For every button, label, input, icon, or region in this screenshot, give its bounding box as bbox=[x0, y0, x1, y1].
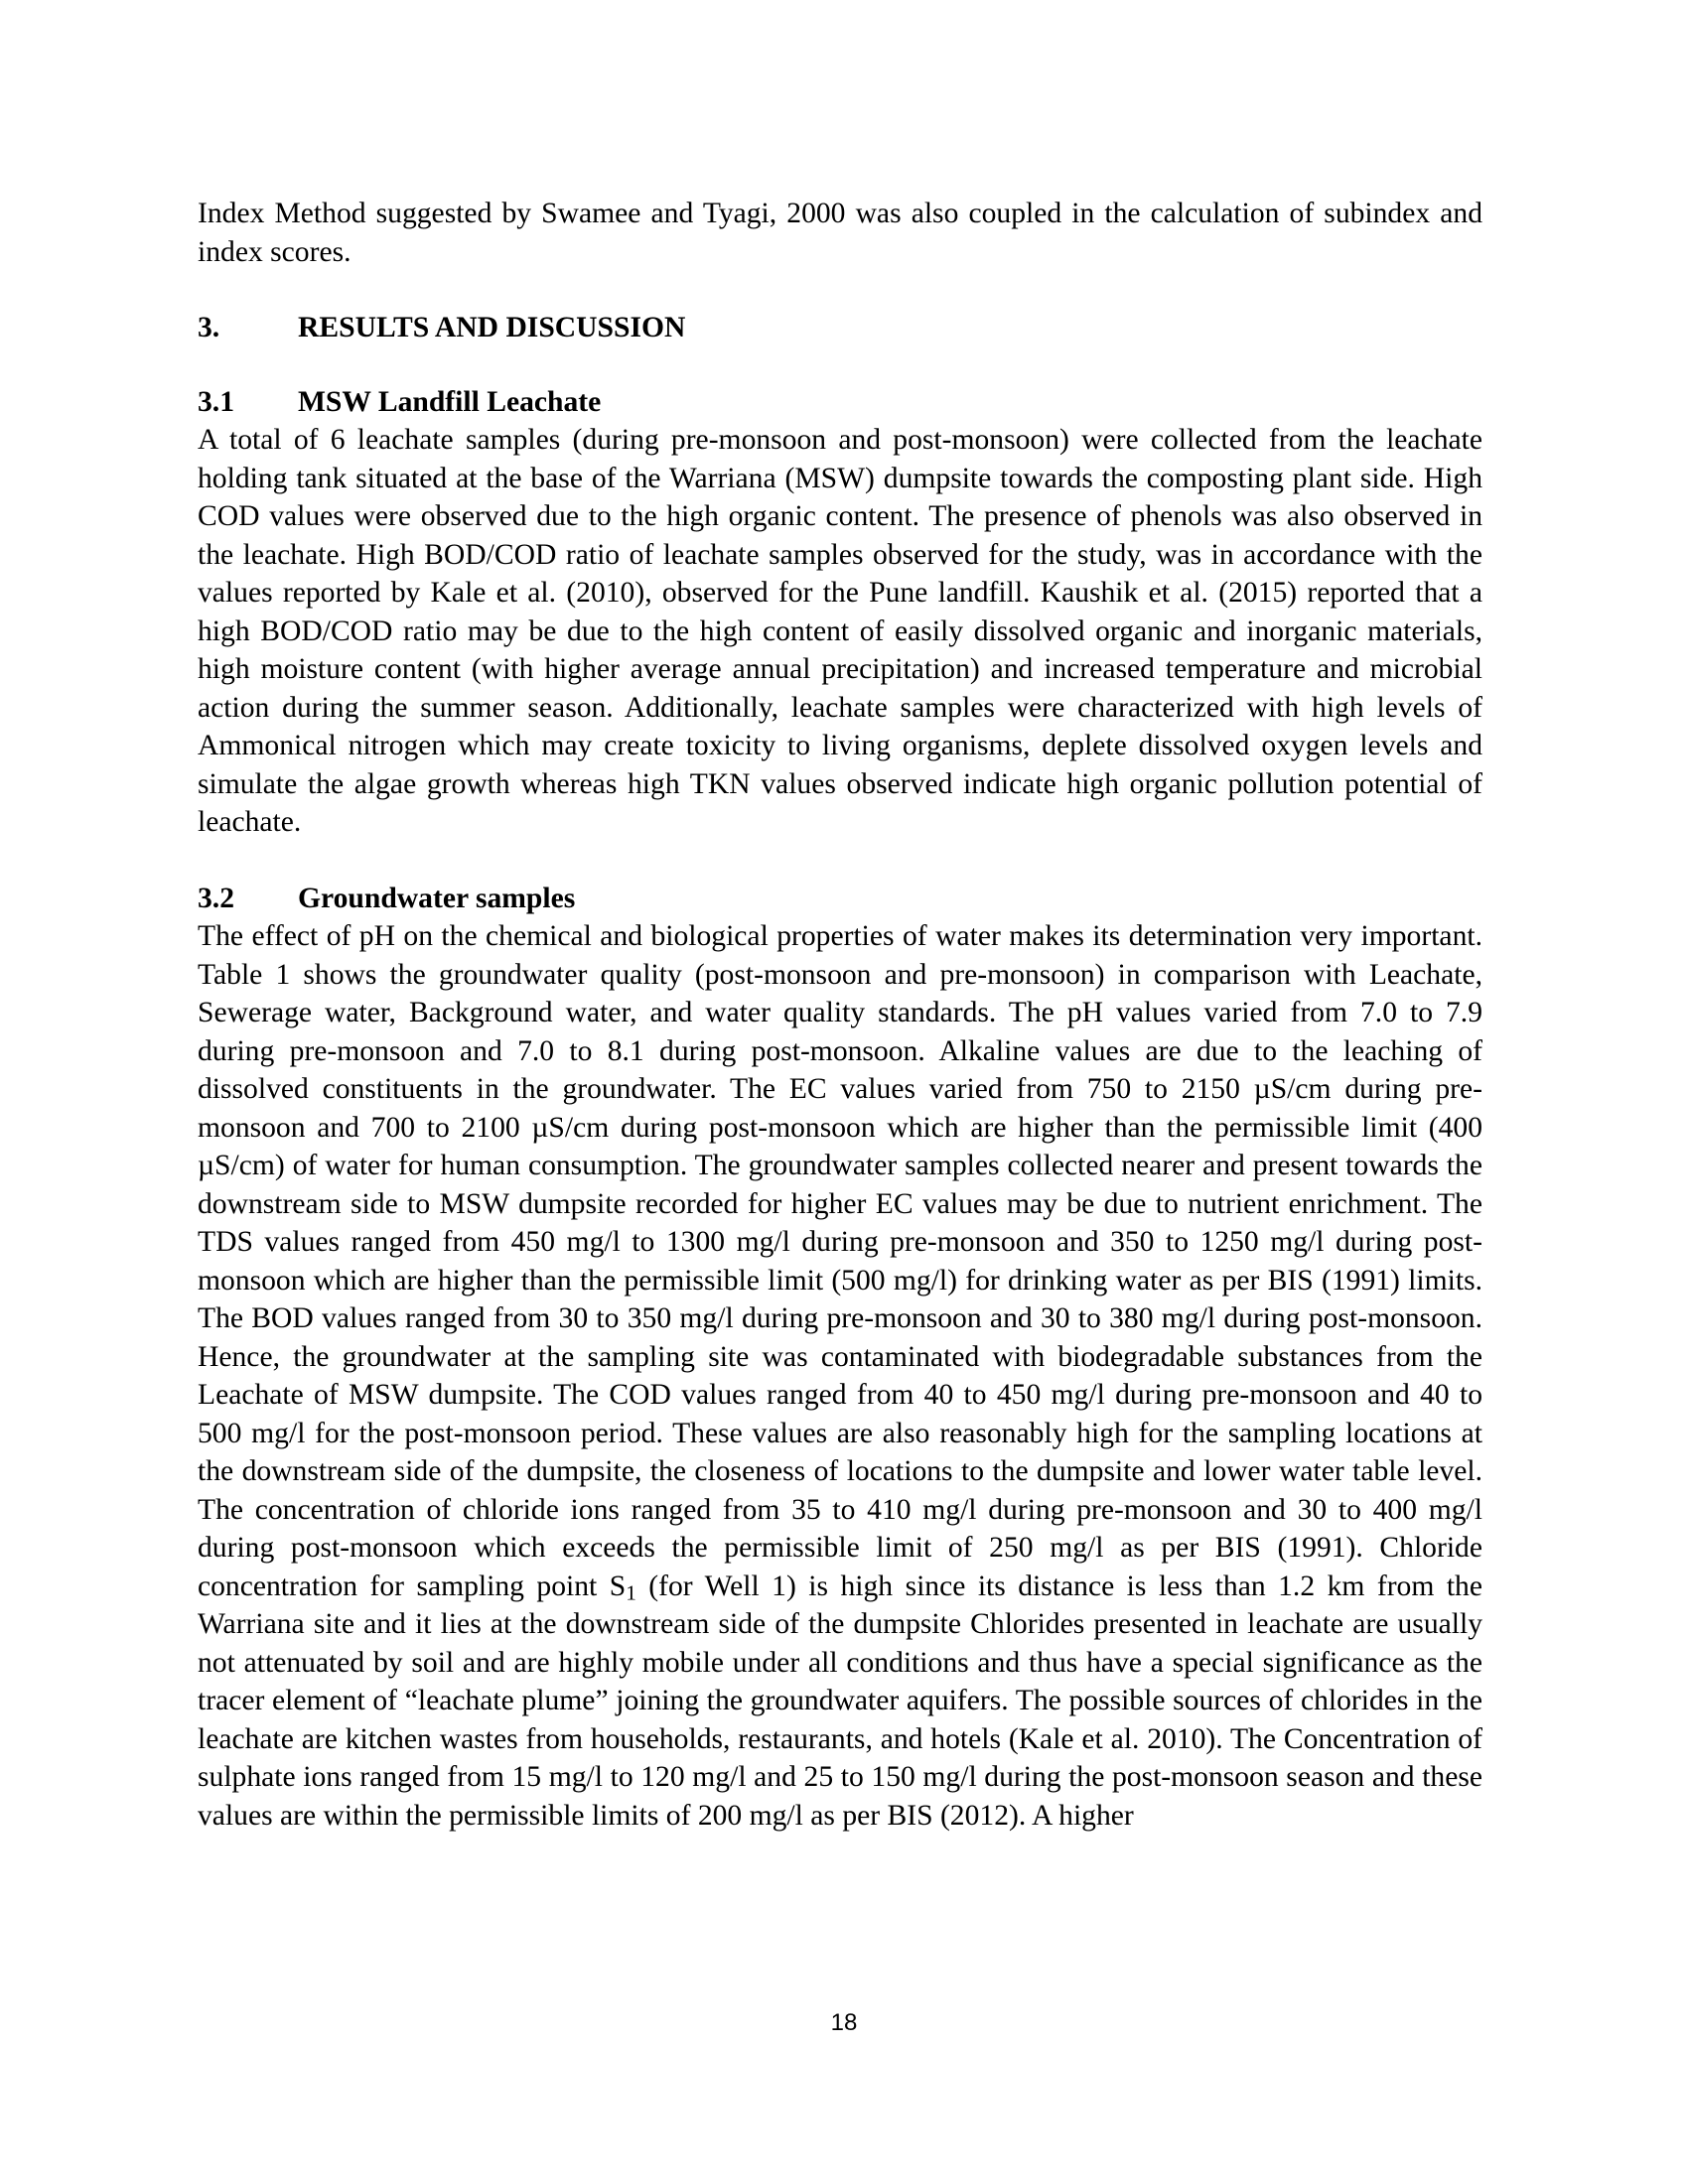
subscript: 1 bbox=[626, 1579, 636, 1604]
subsection-heading-groundwater bbox=[198, 880, 1482, 918]
section-number: 3. bbox=[198, 312, 220, 343]
intro-paragraph: Index Method suggested by Swamee and Tyagi, 2000 was also coupled in the calculation of subindex and index scores. bbox=[198, 198, 1482, 268]
spacer bbox=[198, 842, 1482, 880]
groundwater-text-part1: The effect of pH on the chemical and biological properties of water makes its determination very important. Table 1 shows the groundwater quality (post-monsoon and pre-monsoon) in comparison with Leachate, Sewerage water, Background water, and water quality standards. The pH values varied from 7.0 to 7.9 during pre-monsoon and 7.0 to 8.1 during post-monsoon. Alkaline values are due to the leaching of dissolved constituents in the groundwater. The EC values varied from 750 to 2150 µS/cm during pre-monsoon and 700 to 2100 µS/cm during post-monsoon which are higher than the permissible limit (400 µS/cm) of water for human consumption. The groundwater samples collected nearer and present towards the downstream side to MSW dumpsite recorded for higher EC values may be due to nutrient enrichment. The TDS values ranged from 450 mg/l to 1300 mg/l during pre-monsoon and 350 to 1250 mg/l during post-monsoon which are higher than the permissible limit (500 mg/l) for drinking water as per BIS (1991) limits. The BOD values ranged from 30 to 350 mg/l during pre-monsoon and 30 to 380 mg/l during post-monsoon. Hence, the groundwater at the sampling site was contaminated with biodegradable substances from the Leachate of MSW dumpsite. The COD values ranged from 40 to 450 mg/l during pre-monsoon and 40 to 500 mg/l for the post-monsoon period. These values are also reasonably high for the sampling locations at the downstream side of the dumpsite, the closeness of locations to the dumpsite and lower water table level. The concentration of chloride ions ranged from 35 to 410 mg/l during pre-monsoon and 30 to 400 mg/l during post-monsoon which exceeds the permissible limit of 250 mg/l as per BIS (1991). Chloride concentration for sampling point S bbox=[198, 920, 1482, 1602]
subsection-title: Groundwater samples bbox=[298, 882, 576, 914]
spacer bbox=[198, 347, 1482, 383]
page-content bbox=[198, 195, 1482, 1835]
subsection-number: 3.2 bbox=[198, 882, 234, 914]
subsection-number: 3.1 bbox=[198, 385, 234, 418]
groundwater-text-part2: (for Well 1) is high since its distance is less than 1.2 km from the Warriana site and it lies at the downstream side of the dumpsite Chlorides presented in leachate are usually not attenuated by soil and are highly mobile under all conditions and thus have a special significance as the tracer element of “leachate plume” joining the groundwater aquifers. The possible sources of chlorides in the leachate are kitchen wastes from households, restaurants, and hotels (Kale et al. 2010). The Concentration of sulphate ions ranged from 15 mg/l to 120 mg/l and 25 to 150 mg/l during the post-monsoon season and these values are within the permissible limits of 200 mg/l as per BIS (2012). A higher bbox=[198, 1570, 1482, 1832]
leachate-paragraph: A total of 6 leachate samples (during pre-monsoon and post-monsoon) were collected from the leachate holding tank situated at the base of the Warriana (MSW) dumpsite towards the composting plant side. High COD values were observed due to the high organic content. The presence of phenols was also observed in the leachate. High BOD/COD ratio of leachate samples observed for the study, was in accordance with the values reported by Kale et al. (2010), observed for the Pune landfill. Kaushik et al. (2015) reported that a high BOD/COD ratio may be due to the high content of easily dissolved organic and inorganic materials, high moisture content (with higher average annual precipitation) and increased temperature and microbial action during the summer season. Additionally, leachate samples were characterized with high levels of Ammonical nitrogen which may create toxicity to living organisms, deplete dissolved oxygen levels and simulate the algae growth whereas high TKN values observed indicate high organic pollution potential of leachate. bbox=[198, 424, 1482, 838]
subsection-heading-leachate bbox=[198, 383, 1482, 422]
groundwater-paragraph bbox=[198, 917, 1482, 1835]
section-heading-results bbox=[198, 309, 1482, 347]
subsection-title: MSW Landfill Leachate bbox=[298, 385, 602, 418]
section-title: RESULTS AND DISCUSSION bbox=[298, 312, 686, 343]
spacer bbox=[198, 271, 1482, 309]
page-number: 18 bbox=[830, 2009, 858, 2036]
